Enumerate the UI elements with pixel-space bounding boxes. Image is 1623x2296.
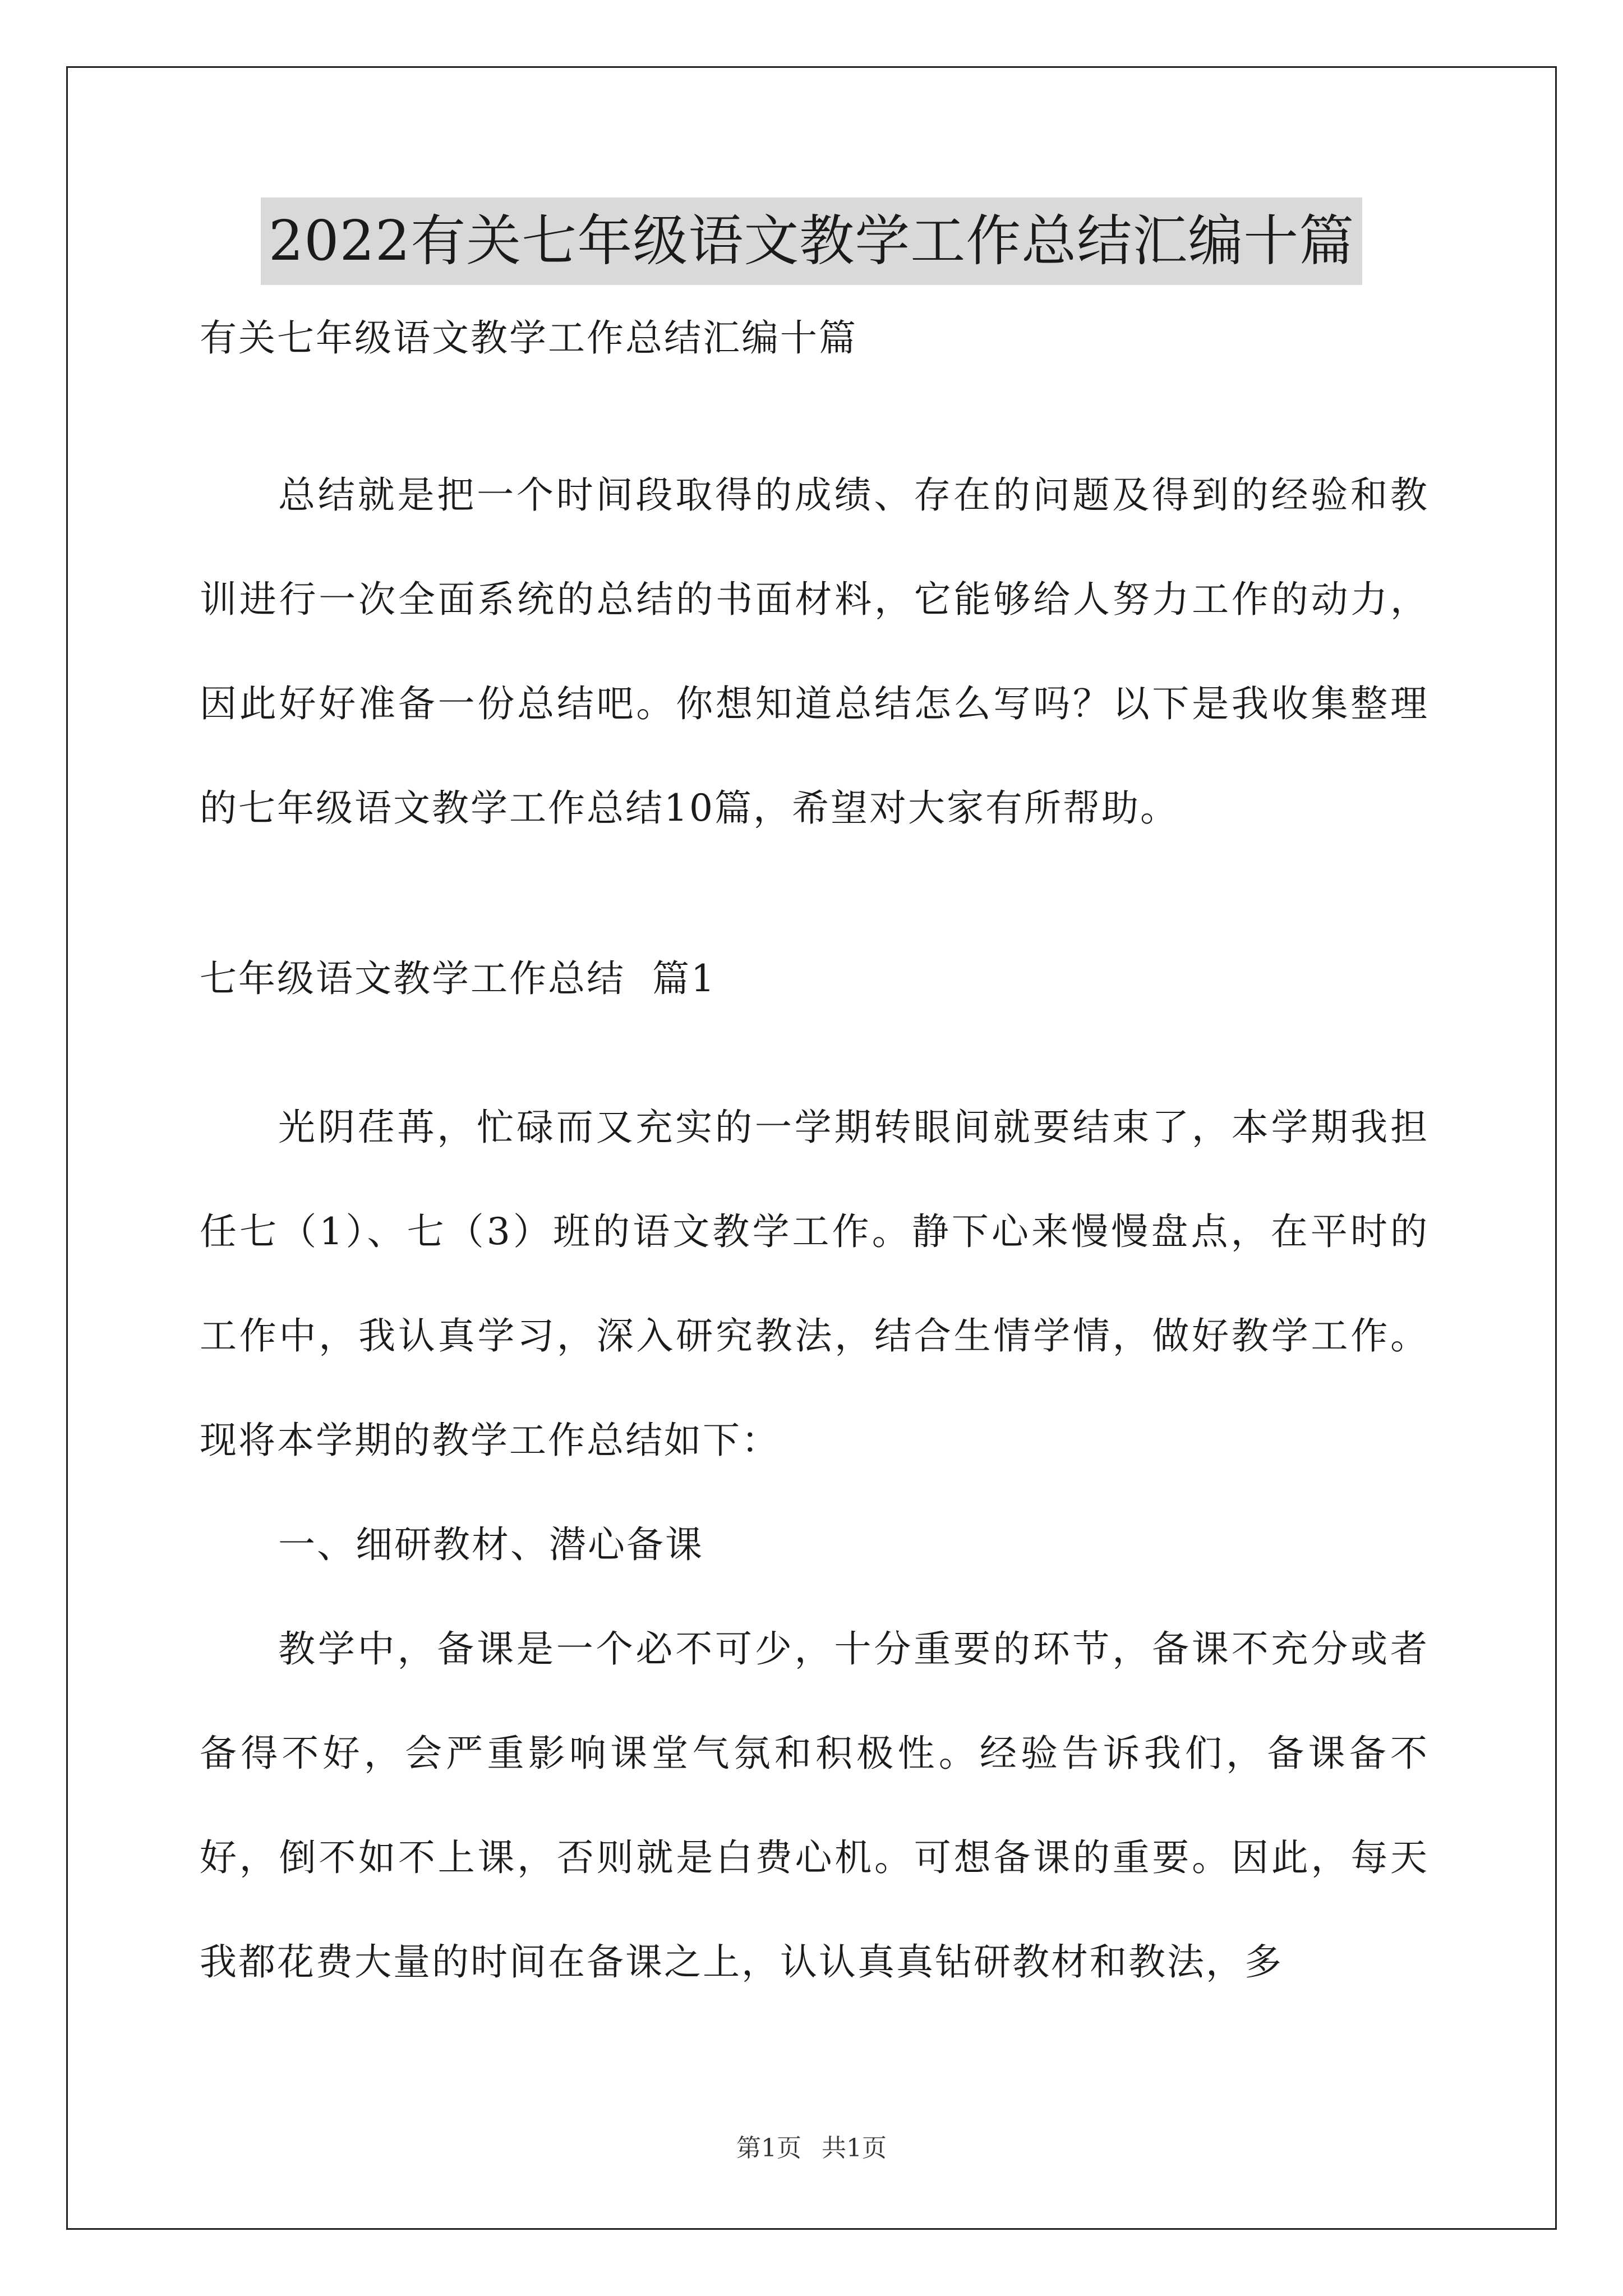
intro-block <box>200 443 1429 861</box>
paragraph-2: 教学中，备课是一个必不可少，十分重要的环节，备课不充分或者备得不好，会严重影响课堂气氛和积极性。经验告诉我们，备课备不好，倒不如不上课，否则就是白费心机。可想备课的重要。因此，每天我都花费大量的时间在备课之上，认认真真钻研教材和教法，多 <box>200 1627 1429 1984</box>
page-number: 第1页 <box>736 2134 801 2162</box>
subheading-1: 一、细研教材、潜心备课 <box>278 1523 704 1566</box>
paragraph-1: 光阴荏苒，忙碌而又充实的一学期转眼间就要结束了，本学期我担任七（1）、七（3）班的语文教学工作。静下心来慢慢盘点，在平时的工作中，我认真学习，深入研究教法，结合生情学情，做好教学工作。现将本学期的教学工作总结如下： <box>200 1106 1429 1462</box>
title-container <box>0 197 1623 285</box>
intro-paragraph: 总结就是把一个时间段取得的成绩、存在的问题及得到的经验和教训进行一次全面系统的总结的书面材料，它能够给人努力工作的动力，因此好好准备一份总结吧。你想知道总结怎么写吗？以下是我收集整理的七年级语文教学工作总结10篇，希望对大家有所帮助。 <box>200 473 1429 830</box>
content-block <box>200 1075 1429 2014</box>
section-block <box>200 923 1429 1035</box>
section-heading: 七年级语文教学工作总结 篇1 <box>200 957 716 1000</box>
document-title: 2022有关七年级语文教学工作总结汇编十篇 <box>261 197 1362 285</box>
page-footer <box>0 2132 1623 2165</box>
page-total: 共1页 <box>822 2134 887 2162</box>
document-subtitle: 有关七年级语文教学工作总结汇编十篇 <box>200 316 857 360</box>
